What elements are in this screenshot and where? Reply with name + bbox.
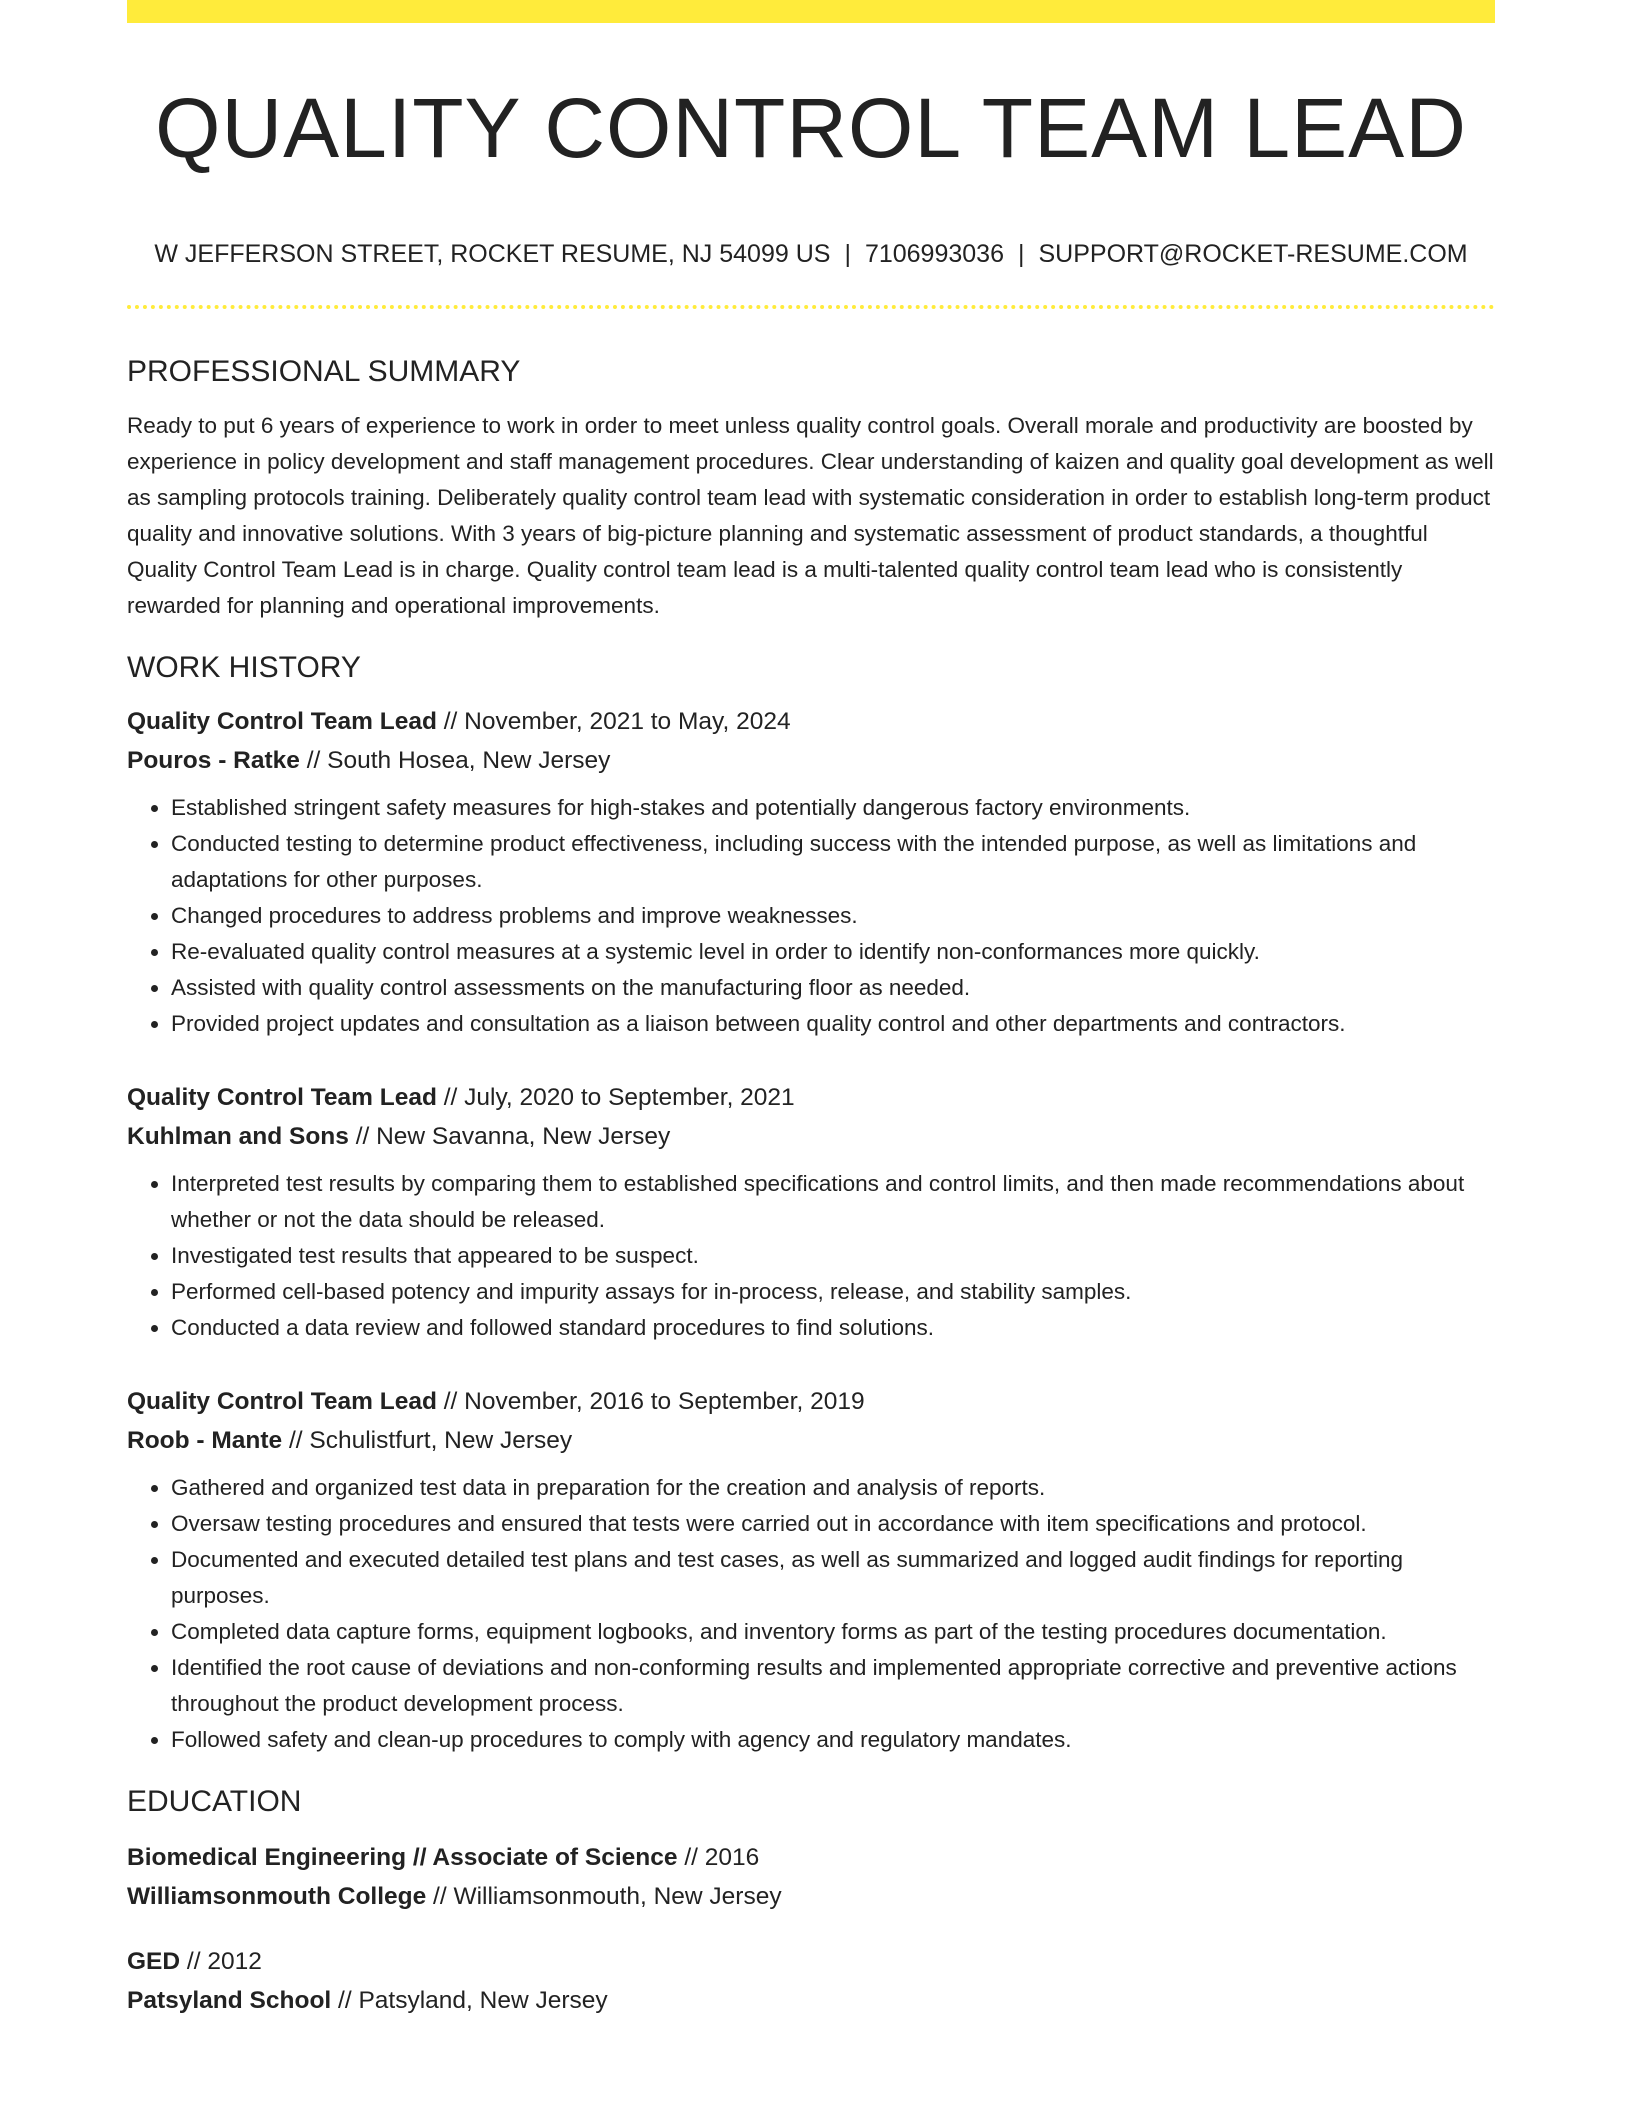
job-title-line xyxy=(127,702,1495,741)
work-history-section xyxy=(127,648,1495,1758)
list-item: • Performed cell-based potency and impurity assays for in-process, release, and stability samples. xyxy=(171,1274,1495,1310)
job-title: Quality Control Team Lead xyxy=(127,1084,437,1111)
job-dates: // July, 2020 to September, 2021 xyxy=(436,1084,795,1111)
education-degree-line xyxy=(127,1838,1495,1877)
education-section xyxy=(127,1782,1495,2020)
resume-title: QUALITY CONTROL TEAM LEAD xyxy=(155,81,1467,175)
job-title-line xyxy=(127,1382,1495,1421)
job-company-line xyxy=(127,741,1495,780)
job-company: Pouros - Ratke xyxy=(127,747,300,774)
list-item: • Oversaw testing procedures and ensured that tests were carried out in accordance with item specifications and protocol. xyxy=(171,1506,1495,1542)
job-bullets xyxy=(127,1470,1495,1758)
job-company: Roob - Mante xyxy=(127,1427,283,1454)
job-company: Kuhlman and Sons xyxy=(127,1123,349,1150)
job-entry xyxy=(127,702,1495,1042)
job-location: // New Savanna, New Jersey xyxy=(348,1123,671,1150)
job-location: // Schulistfurt, New Jersey xyxy=(282,1427,573,1454)
job-company-line xyxy=(127,1117,1495,1156)
education-location: // Patsyland, New Jersey xyxy=(331,1987,608,2014)
list-item: • Provided project updates and consultation as a liaison between quality control and other departments and contractors. xyxy=(171,1006,1495,1042)
work-history-heading: WORK HISTORY xyxy=(127,651,361,684)
list-item: • Completed data capture forms, equipment logbooks, and inventory forms as part of the testing procedures documentation. xyxy=(171,1614,1495,1650)
job-entry xyxy=(127,1382,1495,1758)
education-school: Williamsonmouth College xyxy=(127,1883,427,1910)
job-title: Quality Control Team Lead xyxy=(127,708,437,735)
contact-separator: | xyxy=(844,240,851,268)
contact-phone: 7106993036 xyxy=(864,240,1004,268)
education-year: // 2012 xyxy=(180,1948,262,1975)
list-item: • Interpreted test results by comparing them to established specifications and control limits, and then made recommendations about whether or not the data should be released. xyxy=(171,1166,1495,1238)
contact-separator: | xyxy=(1017,240,1025,268)
contact-line xyxy=(127,236,1495,272)
list-item: • Conducted a data review and followed standard procedures to find solutions. xyxy=(171,1310,1495,1346)
education-school-line xyxy=(127,1877,1495,1916)
list-item: • Identified the root cause of deviations and non-conforming results and implemented appropriate corrective and preventive actions throughout the product development process. xyxy=(171,1650,1495,1722)
job-dates: // November, 2021 to May, 2024 xyxy=(436,708,791,735)
education-heading: EDUCATION xyxy=(127,1785,302,1818)
job-location: // South Hosea, New Jersey xyxy=(299,747,611,774)
education-school-line xyxy=(127,1981,1495,2020)
job-dates: // November, 2016 to September, 2019 xyxy=(436,1388,865,1415)
job-company-line xyxy=(127,1421,1495,1460)
contact-email: SUPPORT@ROCKET-RESUME.COM xyxy=(1038,240,1468,268)
accent-bar xyxy=(127,0,1495,23)
job-bullets xyxy=(127,1166,1495,1346)
education-entry xyxy=(127,1942,1495,2020)
list-item: • Assisted with quality control assessments on the manufacturing floor as needed. xyxy=(171,970,1495,1006)
education-year: // 2016 xyxy=(677,1844,760,1871)
list-item: • Established stringent safety measures for high-stakes and potentially dangerous factory environments. xyxy=(171,790,1495,826)
job-title: Quality Control Team Lead xyxy=(127,1388,437,1415)
education-degree-line xyxy=(127,1942,1495,1981)
list-item: • Changed procedures to address problems and improve weaknesses. xyxy=(171,898,1495,934)
list-item: • Documented and executed detailed test plans and test cases, as well as summarized and logged audit findings for reporting purposes. xyxy=(171,1542,1495,1614)
list-item: • Gathered and organized test data in preparation for the creation and analysis of reports. xyxy=(171,1470,1495,1506)
summary-section xyxy=(127,352,1495,624)
list-item: • Investigated test results that appeared to be suspect. xyxy=(171,1238,1495,1274)
contact-address: W JEFFERSON STREET, ROCKET RESUME, NJ 54099 US xyxy=(154,240,831,268)
dotted-divider xyxy=(127,305,1495,309)
list-item: • Followed safety and clean-up procedures to comply with agency and regulatory mandates. xyxy=(171,1722,1495,1758)
list-item: • Conducted testing to determine product effectiveness, including success with the intended purpose, as well as limitations and adaptations for other purposes. xyxy=(171,826,1495,898)
education-location: // Williamsonmouth, New Jersey xyxy=(426,1883,782,1910)
job-bullets xyxy=(127,790,1495,1042)
resume-content xyxy=(127,352,1495,2020)
summary-text: Ready to put 6 years of experience to work in order to meet unless quality control goals. Overall morale and productivity are boosted by experience in policy development and staff management procedures. Clear understanding of kaizen and quality goal development as well as sampling protocols training. Deliberately quality control team lead with systematic consideration in order to establish long-term product quality and innovative solutions. With 3 years of big-picture planning and systematic assessment of product standards, a thoughtful Quality Control Team Lead is in charge. Quality control team lead is a multi-talented quality control team lead who is consistently rewarded for planning and operational improvements. xyxy=(127,413,1494,618)
education-entry xyxy=(127,1838,1495,1916)
education-degree: Biomedical Engineering // Associate of Science xyxy=(127,1844,678,1871)
list-item: • Re-evaluated quality control measures at a systemic level in order to identify non-conformances more quickly. xyxy=(171,934,1495,970)
job-title-line xyxy=(127,1078,1495,1117)
education-school: Patsyland School xyxy=(127,1987,332,2014)
job-entry xyxy=(127,1078,1495,1346)
summary-heading: PROFESSIONAL SUMMARY xyxy=(127,355,521,388)
education-degree: GED xyxy=(127,1948,181,1975)
